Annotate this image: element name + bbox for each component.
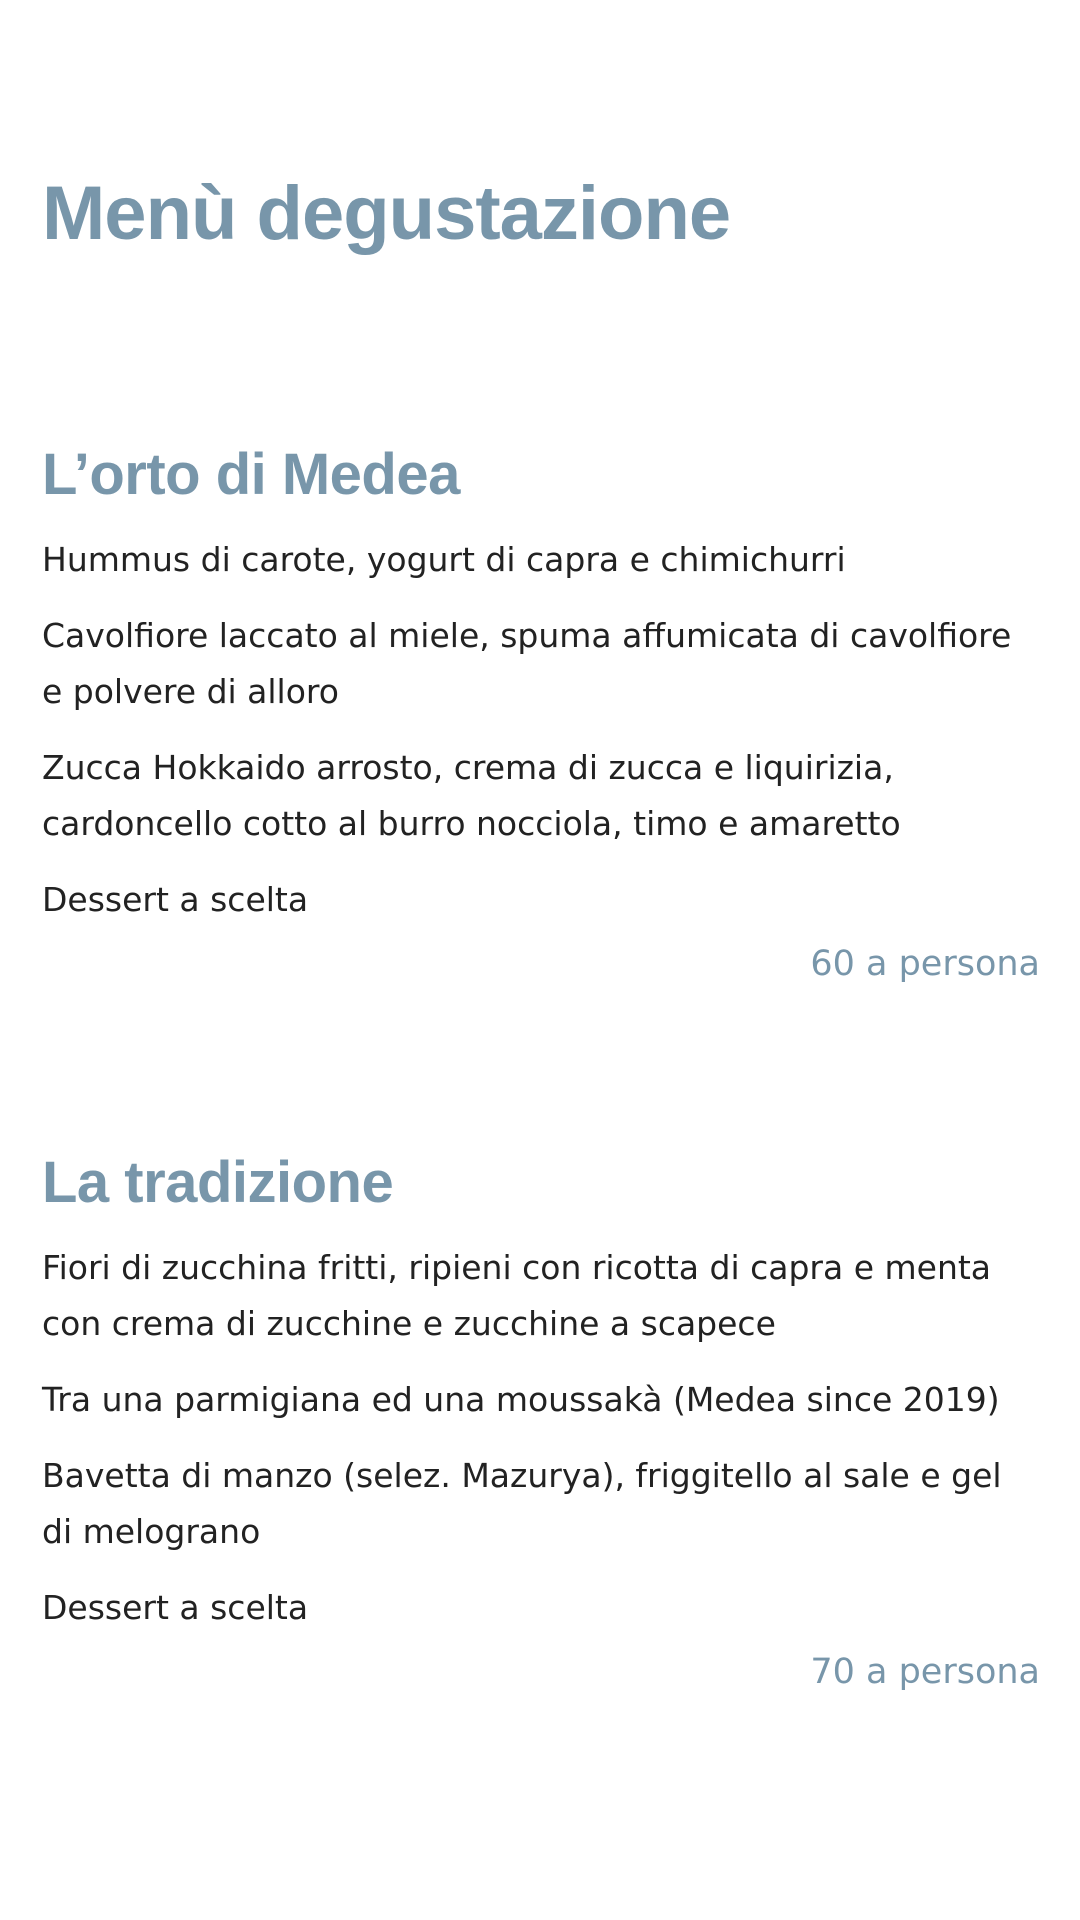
section-title: L’orto di Medea — [42, 442, 460, 507]
dish-item: Dessert a scelta — [42, 1588, 309, 1627]
dish-item: Cavolfiore laccato al miele, spuma affumicata di cavolfiore e polvere di alloro — [42, 616, 1012, 711]
section-title: La tradizione — [42, 1150, 394, 1215]
menu-section-la-tradizione — [42, 1148, 1040, 1700]
dish-item: Hummus di carote, yogurt di capra e chimichurri — [42, 540, 846, 579]
menu-price: 60 a persona — [810, 944, 1040, 984]
page-title: Menù degustazione — [42, 171, 731, 256]
dish-item: Bavetta di manzo (selez. Mazurya), friggitello al sale e gel di melograno — [42, 1456, 1002, 1551]
dish-list — [42, 1240, 1040, 1636]
dish-list — [42, 532, 1040, 928]
menu-section-orto-di-medea — [42, 440, 1040, 992]
dish-item: Tra una parmigiana ed una moussakà (Medea since 2019) — [42, 1380, 1000, 1419]
dish-item: Fiori di zucchina fritti, ripieni con ricotta di capra e menta con crema di zucchine e zucchine a scapece — [42, 1248, 992, 1343]
menu-price: 70 a persona — [810, 1652, 1040, 1692]
dish-item: Zucca Hokkaido arrosto, crema di zucca e liquirizia, cardoncello cotto al burro nocciola, timo e amaretto — [42, 748, 901, 843]
dish-item: Dessert a scelta — [42, 880, 309, 919]
